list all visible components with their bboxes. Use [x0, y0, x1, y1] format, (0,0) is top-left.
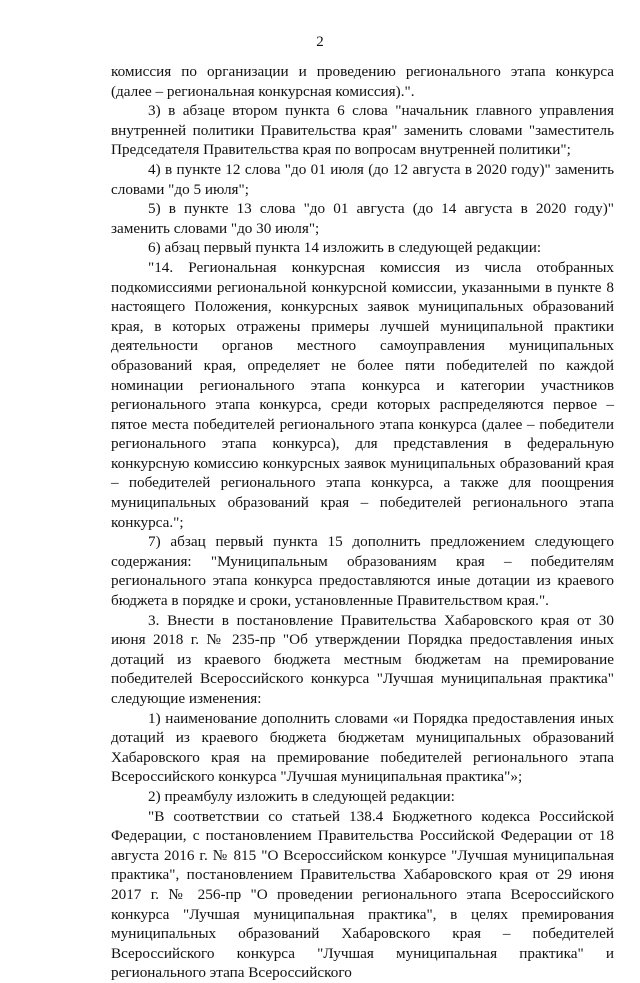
- paragraph-item-7: 7) абзац первый пункта 15 дополнить предложением следующего содержания: "Муниципальным образованиям края – победителям регионального этапа конкурса предоставляются иные дотации из краевого бюджета в порядке и сроки, установленные Правительством края.".: [111, 533, 614, 610]
- paragraph-quote-14: "14. Региональная конкурсная комиссия из числа отобранных подкомиссиями региональной конкурсной комиссии, указанными в пункте 8 настоящего Положения, конкурсных заявок муниципальных образований края, в которых отражены примеры лучшей муниципальной практики деятельности органов местного самоуправления муниципальных образований края, определяет не более пяти победителей по каждой номинации регионального этапа конкурса и категории участников регионального этапа конкурса, среди которых распределяются первое – пятое места победителей регионального этапа конкурса (далее – победители регионального этапа конкурса), для представления в федеральную конкурсную комиссию конкурсных заявок муниципальных образований края – победителей регионального этапа конкурса, а также для поощрения муниципальных образований края – победителей регионального этапа конкурса.";: [111, 258, 614, 531]
- document-body: [111, 62, 614, 983]
- page-number: 2: [316, 34, 324, 50]
- paragraph-continuation: комиссия по организации и проведению регионального этапа конкурса (далее – региональная конкурсная комиссия).".: [111, 63, 614, 100]
- paragraph-section-3: 3. Внести в постановление Правительства Хабаровского края от 30 июня 2018 г. № 235-пр "Об утверждении Порядка предоставления иных дотаций из краевого бюджета местным бюджетам на премирование победителей Всероссийского конкурса "Лучшая муниципальная практика" следующие изменения:: [111, 611, 614, 707]
- paragraph-item-6: 6) абзац первый пункта 14 изложить в следующей редакции:: [148, 239, 542, 257]
- paragraph-item-4: 4) в пункте 12 слова "до 01 июля (до 12 августа в 2020 году)" заменить словами "до 5 июля";: [111, 160, 614, 198]
- paragraph-item-3: 3) в абзаце втором пункта 6 слова "начальник главного управления внутренней политики Правительства края" заменить словами "заместитель Председателя Правительства края по вопросам внутренней политики";: [111, 102, 614, 159]
- paragraph-subitem-1: 1) наименование дополнить словами «и Порядка предоставления иных дотаций из краевого бюджета бюджетам муниципальных образований Хабаровского края на премирование победителей регионального этапа Всероссийского конкурса "Лучшая муниципальная практика"»;: [111, 709, 614, 786]
- paragraph-preamble-quote: "В соответствии со статьей 138.4 Бюджетного кодекса Российской Федерации, с постановлением Правительства Российской Федерации от 18 августа 2016 г. № 815 "О Всероссийском конкурсе "Лучшая муниципальная практика", постановлением Правительства Хабаровского края от 29 июня 2017 г. № 256-пр "О проведении регионального этапа Всероссийского конкурса "Лучшая муниципальная практика", в целях премирования муниципальных образований Хабаровского края – победителей Всероссийского конкурса "Лучшая муниципальная практика" и регионального этапа Всероссийского: [111, 807, 614, 982]
- paragraph-item-5: 5) в пункте 13 слова "до 01 августа (до 14 августа в 2020 году)" заменить словами "до 30 июля";: [111, 200, 614, 237]
- paragraph-subitem-2: 2) преамбулу изложить в следующей редакции:: [148, 787, 455, 805]
